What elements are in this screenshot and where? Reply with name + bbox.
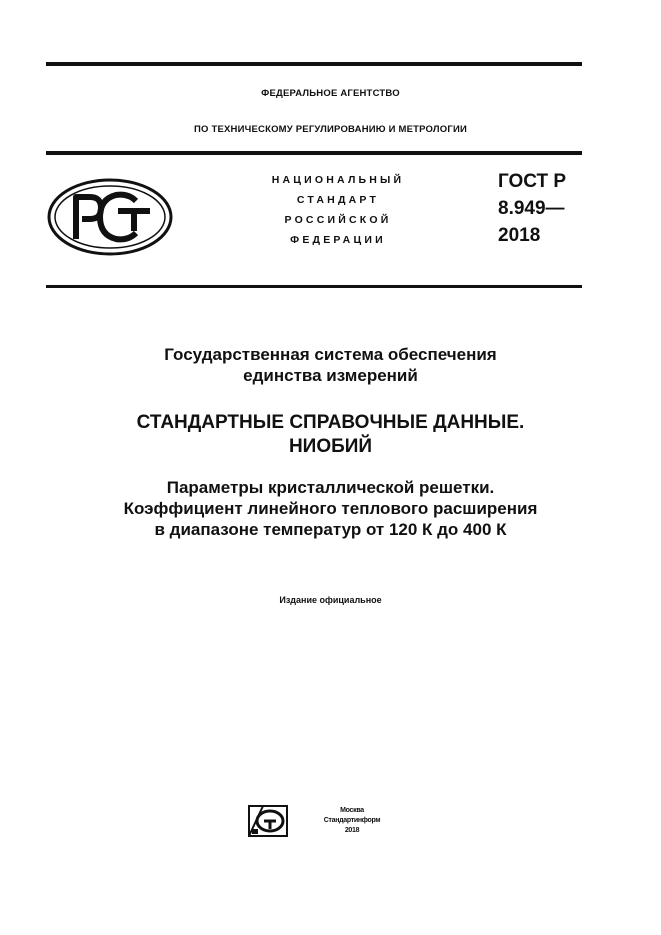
- header-rule: [46, 151, 582, 155]
- subtitle: [0, 477, 661, 540]
- standartinform-logo-icon: [248, 805, 288, 837]
- designation-line-3: 2018: [498, 225, 541, 246]
- standard-type: [228, 170, 448, 250]
- edition-label: Издание официальное: [279, 595, 382, 605]
- standard-designation: [498, 168, 566, 249]
- main-title-line-2: НИОБИЙ: [288, 436, 373, 457]
- publisher-year: 2018: [344, 827, 360, 834]
- standard-type-line-3: РОССИЙСКОЙ: [284, 214, 392, 226]
- main-title: [0, 411, 661, 459]
- publisher-info: [312, 806, 392, 836]
- standard-type-line-1: НАЦИОНАЛЬНЫЙ: [271, 174, 405, 186]
- designation-line-1: ГОСТ Р: [498, 171, 567, 192]
- subtitle-line-1: Параметры кристаллической решетки.: [166, 478, 495, 497]
- designation-line-2: 8.949—: [498, 198, 565, 219]
- top-rule: [46, 62, 582, 66]
- standard-type-line-4: ФЕДЕРАЦИИ: [290, 234, 386, 246]
- standard-type-line-2: СТАНДАРТ: [296, 194, 380, 206]
- main-title-line-1: СТАНДАРТНЫЕ СПРАВОЧНЫЕ ДАННЫЕ.: [136, 412, 525, 433]
- system-title: [0, 344, 661, 386]
- mid-rule: [46, 285, 582, 288]
- subtitle-line-3: в диапазоне температур от 120 К до 400 К: [154, 520, 507, 539]
- rst-logo-icon: [46, 177, 174, 257]
- publisher-name: Стандартинформ: [323, 817, 381, 824]
- subtitle-line-2: Коэффициент линейного теплового расширения: [123, 499, 538, 518]
- system-title-line-1: Государственная система обеспечения: [164, 345, 497, 364]
- publisher-city: Москва: [340, 807, 364, 814]
- system-title-line-2: единства измерений: [243, 366, 418, 385]
- agency-line-2: ПО ТЕХНИЧЕСКОМУ РЕГУЛИРОВАНИЮ И МЕТРОЛОГИИ: [194, 124, 467, 135]
- agency-line-1: ФЕДЕРАЛЬНОЕ АГЕНТСТВО: [261, 88, 400, 99]
